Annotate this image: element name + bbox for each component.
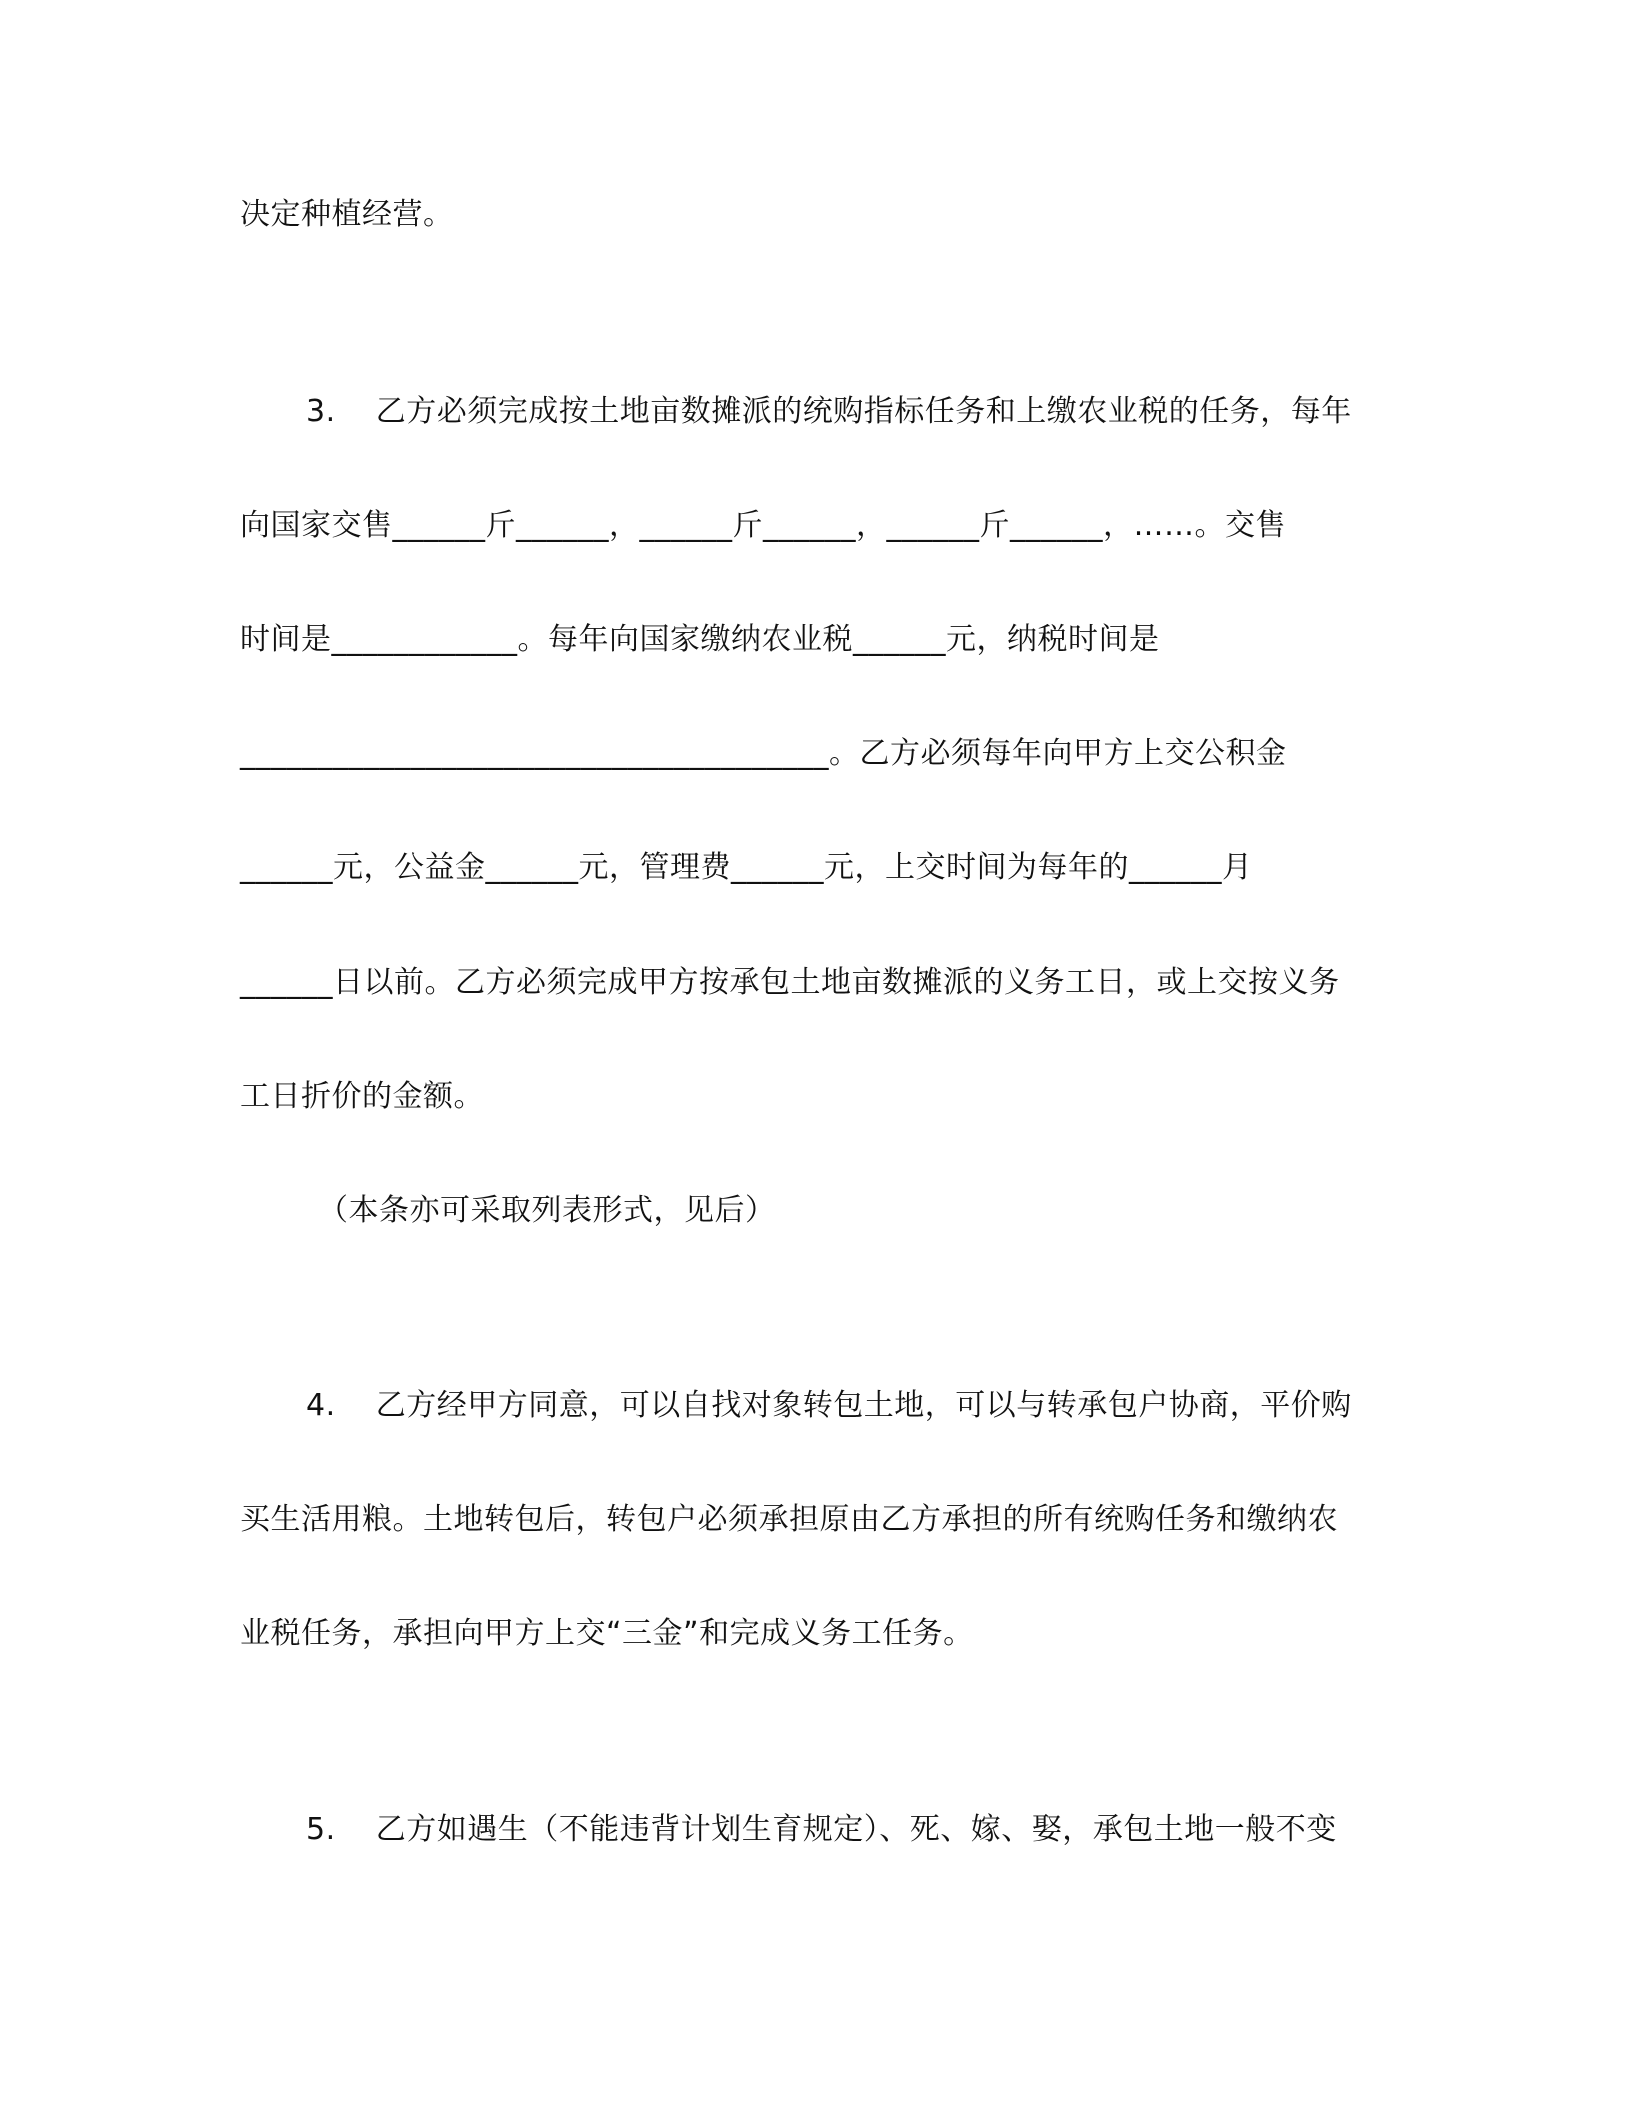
paragraph-3-line-4: ______________________________________。乙方必须每年向甲方上交公积金 [240,736,1287,771]
paragraph-4-line-2: 买生活用粮。土地转包后，转包户必须承担原由乙方承担的所有统购任务和缴纳农 [240,1502,1338,1537]
paragraph-4-line-3: 业税任务，承担向甲方上交“三金”和完成义务工任务。 [240,1616,974,1651]
paragraph-3-line-1: 乙方必须完成按土地亩数摊派的统购指标任务和上缴农业税的任务，每年 [375,394,1352,429]
paragraph-3-line-2: 向国家交售______斤______，______斤______，______斤______，……。交售 [240,508,1286,543]
paragraph-5-number: 5. [306,1812,336,1847]
paragraph-3-line-7: 工日折价的金额。 [240,1079,484,1114]
paragraph-2-tail-line-1: 决定种植经营。 [240,197,454,232]
paragraph-3-line-6: ______日以前。乙方必须完成甲方按承包土地亩数摊派的义务工日，或上交按义务 [240,965,1340,1000]
paragraph-3-note: （本条亦可采取列表形式，见后） [318,1193,776,1228]
paragraph-3-number: 3. [306,394,336,429]
paragraph-5-first-line [306,1810,1337,1850]
paragraph-3-first-line [306,392,1352,432]
paragraph-4-first-line [306,1386,1352,1426]
paragraph-3-line-3: 时间是____________。每年向国家缴纳农业税______元，纳税时间是 [240,622,1160,657]
paragraph-4-line-1: 乙方经甲方同意，可以自找对象转包土地，可以与转承包户协商，平价购 [375,1388,1352,1423]
paragraph-4-number: 4. [306,1388,336,1423]
paragraph-5-line-1: 乙方如遇生（不能违背计划生育规定）、死、嫁、娶，承包土地一般不变 [375,1812,1337,1847]
paragraph-3-line-5: ______元，公益金______元，管理费______元，上交时间为每年的______月 [240,850,1253,885]
